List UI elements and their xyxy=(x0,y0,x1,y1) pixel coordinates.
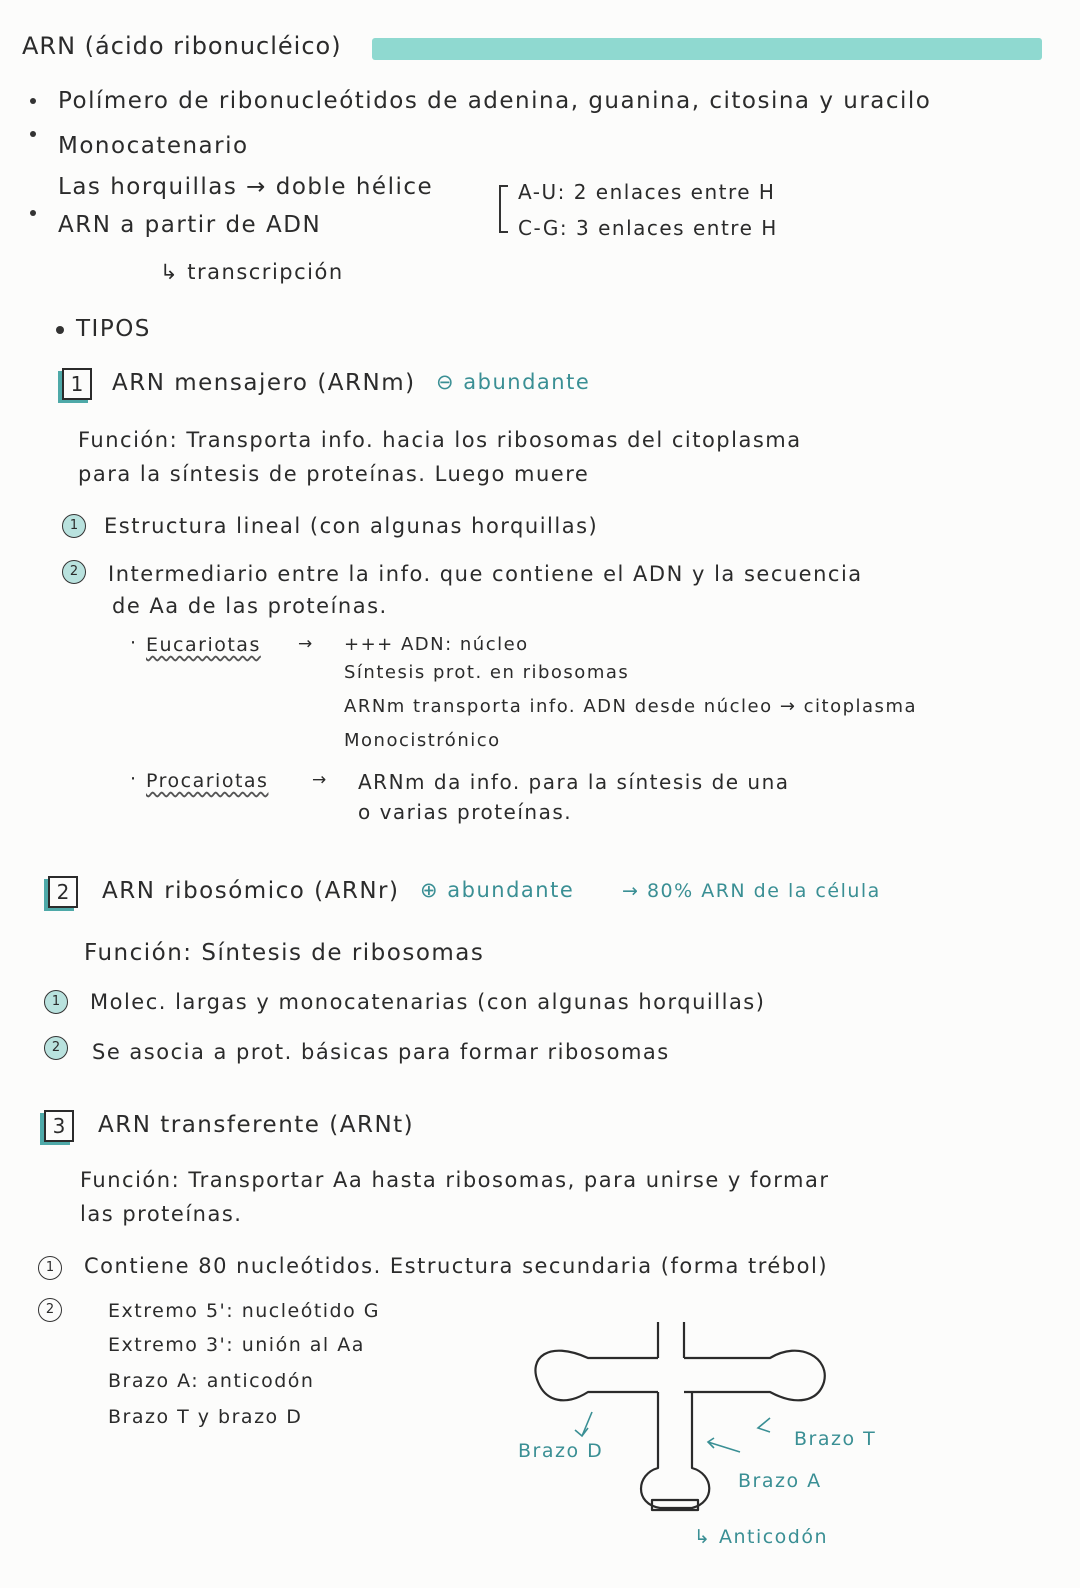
arrow-icon xyxy=(758,1418,770,1432)
euk-detail: ARNm transporta info. ADN desde núcleo → citoplasma xyxy=(344,696,918,717)
section-title-arnr: ARN ribosómico (ARNr) xyxy=(102,878,400,904)
bullet-dot-text: · xyxy=(130,768,138,790)
item-number-circle: 1 xyxy=(44,990,68,1014)
section-number-box: 2 xyxy=(48,876,78,908)
bracket-icon xyxy=(500,186,508,232)
intro-polymer: Polímero de ribonucleótidos de adenina, guanina, citosina y uracilo xyxy=(58,88,932,114)
arrow-icon xyxy=(575,1428,588,1436)
bond-cg: C-G: 3 enlaces entre H xyxy=(518,216,778,240)
euk-detail: +++ ADN: núcleo xyxy=(344,634,529,655)
item-text: Contiene 80 nucleótidos. Estructura secundaria (forma trébol) xyxy=(84,1254,829,1278)
function-line: Función: Transporta info. hacia los ribosomas del citoplasma xyxy=(78,428,802,452)
eucariotas-label: Eucariotas xyxy=(146,634,261,656)
prok-detail: o varias proteínas. xyxy=(358,800,573,824)
label-brazo-t: Brazo T xyxy=(794,1428,877,1450)
item-text: Extremo 3': unión al Aa xyxy=(108,1334,365,1356)
intro-monocatenario: Monocatenario xyxy=(58,133,249,159)
label-anticodon: ↳ Anticodón xyxy=(694,1526,829,1548)
label-brazo-d: Brazo D xyxy=(518,1440,604,1462)
percentage-note: → 80% ARN de la célula xyxy=(622,880,881,902)
label-brazo-a: Brazo A xyxy=(738,1470,822,1492)
bond-au: A-U: 2 enlaces entre H xyxy=(518,180,776,204)
item-text: Extremo 5': nucleótido G xyxy=(108,1300,381,1322)
intro-horquillas: Las horquillas → doble hélice xyxy=(58,174,434,200)
item-number-circle: 1 xyxy=(38,1256,62,1280)
procariotas-label: Procariotas xyxy=(146,770,269,792)
abundance-note: ⊖ abundante xyxy=(436,370,591,394)
arrow-icon: → xyxy=(298,634,314,654)
bullet-dot-text: · xyxy=(130,632,138,654)
item-number-circle: 2 xyxy=(44,1036,68,1060)
d-arm-loop xyxy=(535,1351,658,1401)
item-text: Intermediario entre la info. que contiene el ADN y la secuencia xyxy=(108,562,863,586)
item-text: de Aa de las proteínas. xyxy=(112,594,388,618)
item-number-circle: 2 xyxy=(38,1298,62,1322)
item-text: Molec. largas y monocatenarias (con algunas horquillas) xyxy=(90,990,766,1014)
item-number-circle: 1 xyxy=(62,514,86,538)
prok-detail: ARNm da info. para la síntesis de una xyxy=(358,770,790,794)
section-number-box: 1 xyxy=(62,368,92,400)
section-title-arnt: ARN transferente (ARNt) xyxy=(98,1112,415,1138)
item-number-circle: 2 xyxy=(62,560,86,584)
item-text: Se asocia a prot. básicas para formar ribosomas xyxy=(92,1040,670,1064)
abundance-note: ⊕ abundante xyxy=(420,878,575,902)
euk-detail: Monocistrónico xyxy=(344,730,501,751)
item-text: Brazo A: anticodón xyxy=(108,1370,315,1392)
page-title: ARN (ácido ribonucléico) xyxy=(22,32,342,60)
intro-arn-adn: ARN a partir de ADN xyxy=(58,212,322,238)
section-title-arnm: ARN mensajero (ARNm) xyxy=(112,370,416,396)
item-text: Brazo T y brazo D xyxy=(108,1406,303,1428)
item-text: Estructura lineal (con algunas horquillas) xyxy=(104,514,599,538)
arrow-icon: → xyxy=(312,770,328,790)
anticodon-loop xyxy=(641,1392,709,1508)
section-number-box: 3 xyxy=(44,1110,74,1142)
function-line: Función: Síntesis de ribosomas xyxy=(84,940,485,966)
tipos-heading: TIPOS xyxy=(76,316,151,342)
arrow-icon xyxy=(582,1412,592,1436)
function-line: para la síntesis de proteínas. Luego muere xyxy=(78,462,590,486)
euk-detail: Síntesis prot. en ribosomas xyxy=(344,662,630,683)
intro-transcripcion: ↳ transcripción xyxy=(160,260,344,284)
function-line: las proteínas. xyxy=(80,1202,243,1226)
function-line: Función: Transportar Aa hasta ribosomas, para unirse y formar xyxy=(80,1168,830,1192)
t-arm-loop xyxy=(684,1351,825,1401)
